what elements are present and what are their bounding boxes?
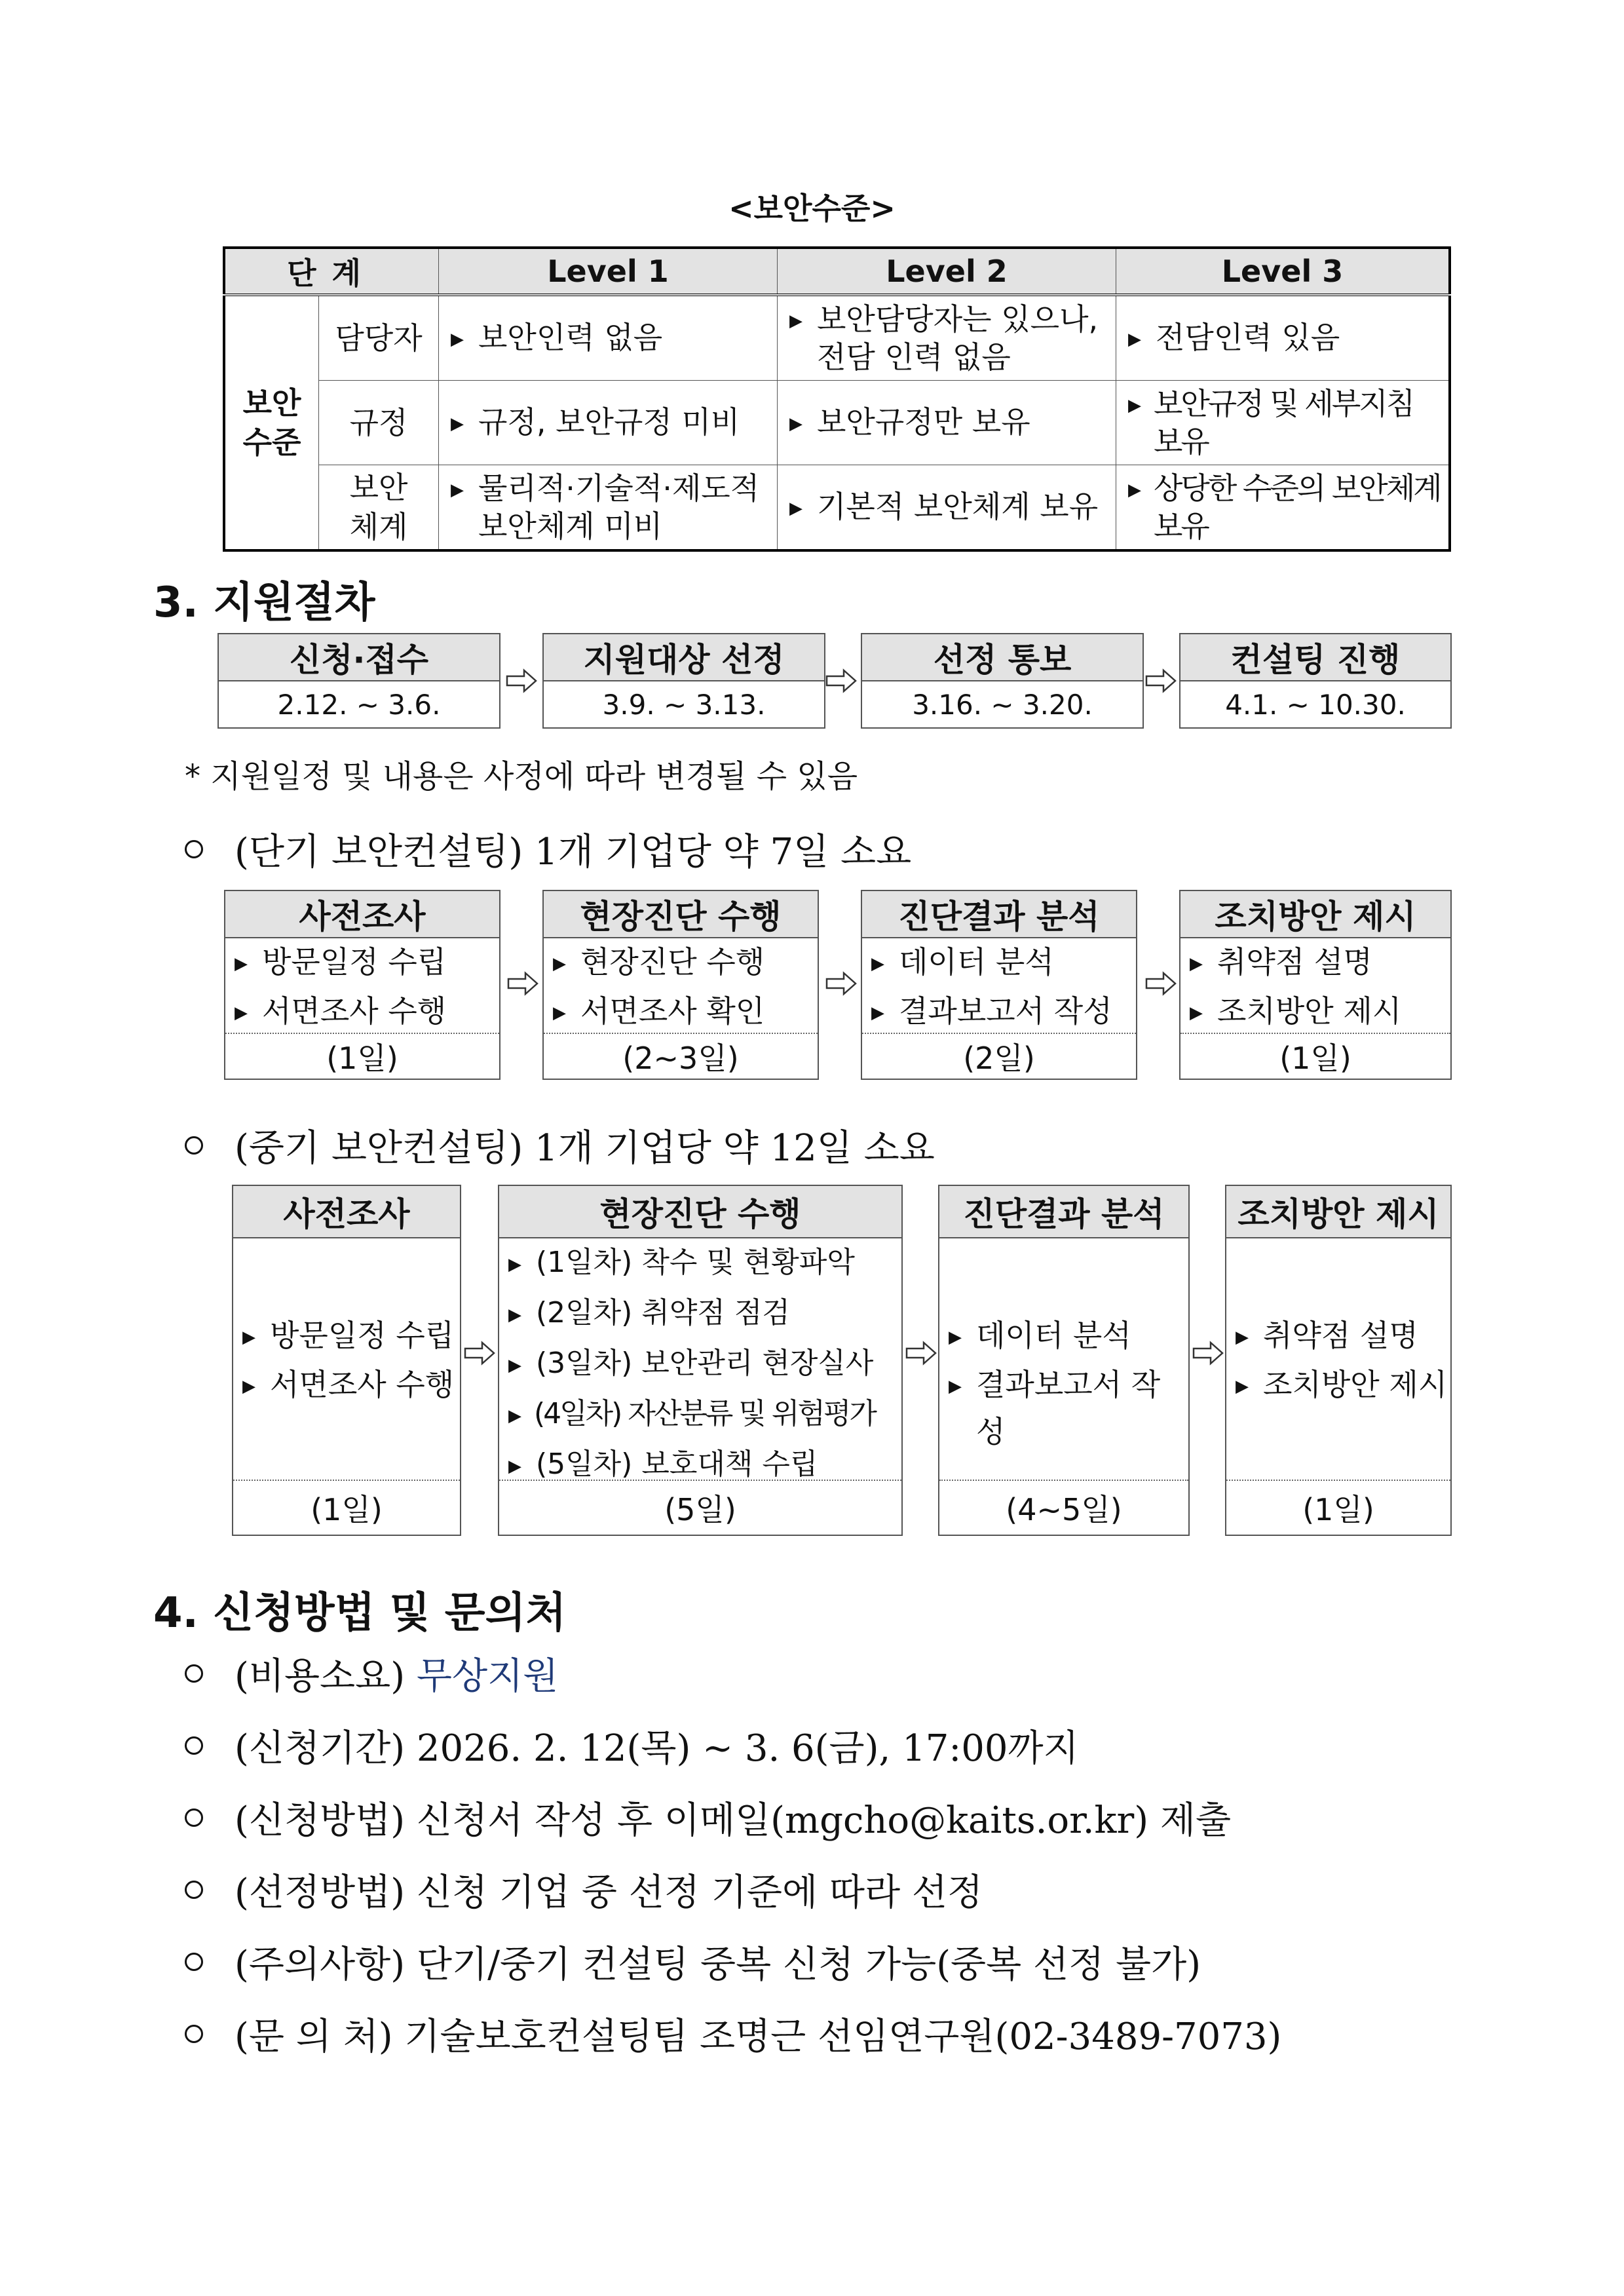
short-step-box xyxy=(1179,890,1452,1080)
mid-step-item: (2일차) 취약점 점검 xyxy=(536,1296,790,1330)
row-label-line: 담당자 xyxy=(335,320,423,356)
short-step-title: 현장진단 수행 xyxy=(544,891,818,938)
triangle-bullet-icon: ▶ xyxy=(1128,329,1141,349)
circle-bullet-icon xyxy=(185,1136,203,1155)
row-label-line: 체계 xyxy=(349,509,408,545)
short-step-item: 결과보고서 작성 xyxy=(899,993,1112,1029)
mid-step-item: (5일차) 보호대책 수립 xyxy=(536,1447,818,1481)
triangle-bullet-icon: ▶ xyxy=(451,329,464,349)
triangle-bullet-icon: ▶ xyxy=(949,1377,962,1396)
group-label-line: 수준 xyxy=(242,425,301,460)
triangle-bullet-icon: ▶ xyxy=(508,1305,521,1325)
triangle-bullet-icon: ▶ xyxy=(1128,396,1139,415)
step-title: 컨설팅 진행 xyxy=(1180,634,1450,681)
right-arrow-icon xyxy=(464,1341,495,1366)
short-step-title: 사전조사 xyxy=(225,891,499,938)
info-text: 신청 기업 중 선정 기준에 따라 선정 xyxy=(405,1871,983,1914)
mid-step-item: 방문일정 수립 xyxy=(270,1318,455,1353)
right-arrow-icon xyxy=(825,971,857,996)
right-arrow-icon xyxy=(1145,668,1177,693)
cell-text: 상당한 수준의 보안체계 xyxy=(1154,470,1441,506)
triangle-bullet-icon: ▶ xyxy=(789,413,803,434)
right-arrow-icon xyxy=(1145,971,1177,996)
circle-bullet-icon xyxy=(185,840,203,858)
short-step-item: 데이터 분석 xyxy=(899,944,1054,980)
triangle-bullet-icon: ▶ xyxy=(553,954,566,974)
triangle-bullet-icon: ▶ xyxy=(871,954,884,974)
table-row xyxy=(224,381,1450,465)
step-box xyxy=(861,633,1144,729)
triangle-bullet-icon: ▶ xyxy=(508,1356,521,1375)
info-line xyxy=(185,1719,1079,1772)
triangle-bullet-icon: ▶ xyxy=(949,1328,962,1347)
triangle-bullet-icon: ▶ xyxy=(242,1377,255,1396)
cell-level3 xyxy=(1116,295,1450,381)
cell-text: 보안인력 없음 xyxy=(478,319,663,355)
circle-bullet-icon xyxy=(185,1736,203,1755)
short-step-box xyxy=(542,890,819,1080)
right-arrow-icon xyxy=(507,971,538,996)
right-arrow-icon xyxy=(506,668,537,693)
mid-step-item: (4일차) 자산분류 및 위험평가 xyxy=(534,1397,875,1430)
short-step-days: (1일) xyxy=(1180,1033,1450,1079)
cell-level3 xyxy=(1116,381,1450,465)
triangle-bullet-icon: ▶ xyxy=(1128,480,1139,500)
step-title: 신청·접수 xyxy=(219,634,499,681)
mid-term-desc: 1개 기업당 약 12일 소요 xyxy=(523,1127,935,1170)
triangle-bullet-icon: ▶ xyxy=(553,1003,566,1023)
mid-term-label: (중기 보안컨설팅) xyxy=(235,1127,523,1170)
header-level3: Level 3 xyxy=(1116,248,1450,295)
info-text: 단기/중기 컨설팅 중복 신청 가능(중복 선정 불가) xyxy=(405,1943,1201,1986)
security-level-table xyxy=(223,246,1451,552)
right-arrow-icon xyxy=(825,668,857,693)
cell-level3 xyxy=(1116,465,1450,551)
circle-bullet-icon xyxy=(185,1953,203,1971)
triangle-bullet-icon: ▶ xyxy=(1236,1328,1249,1347)
mid-step-days: (1일) xyxy=(1226,1480,1450,1535)
cell-text: 물리적·기술적·제도적 xyxy=(478,470,760,506)
mid-term-heading xyxy=(185,1119,935,1172)
info-label: (비용소요) xyxy=(235,1655,406,1698)
section-3-title: 3. 지원절차 xyxy=(153,579,375,627)
step-date: 3.9. ~ 3.13. xyxy=(602,688,766,721)
mid-step-box xyxy=(498,1185,903,1536)
header-level2: Level 2 xyxy=(778,248,1116,295)
mid-step-box xyxy=(232,1185,461,1536)
mid-step-item: 취약점 설명 xyxy=(1263,1318,1418,1353)
info-line xyxy=(185,1791,1231,1844)
mid-step-title: 진단결과 분석 xyxy=(939,1186,1188,1238)
short-step-item: 취약점 설명 xyxy=(1217,944,1372,980)
short-step-items xyxy=(544,938,818,1037)
mid-step-item: 결과보고서 작성 xyxy=(976,1367,1161,1449)
short-step-items xyxy=(225,938,499,1037)
mid-step-title: 사전조사 xyxy=(233,1186,460,1238)
info-text: 2026. 2. 12(목) ~ 3. 6(금), 17:00까지 xyxy=(405,1727,1079,1770)
group-label-line: 보안 xyxy=(242,385,301,421)
row-label-line: 보안 xyxy=(349,470,408,505)
short-step-days: (2~3일) xyxy=(544,1033,818,1079)
info-label: (선정방법) xyxy=(235,1871,406,1914)
cell-text: 기본적 보안체계 보유 xyxy=(817,488,1099,524)
mid-step-title: 조치방안 제시 xyxy=(1226,1186,1450,1238)
cell-text: 보유 xyxy=(1154,508,1208,544)
step-box xyxy=(1179,633,1452,729)
short-step-items xyxy=(862,938,1136,1037)
short-step-item: 방문일정 수립 xyxy=(262,944,447,980)
mid-step-box xyxy=(938,1185,1190,1536)
cell-text: 규정, 보안규정 미비 xyxy=(478,404,740,440)
circle-bullet-icon xyxy=(185,1881,203,1899)
table-row xyxy=(224,295,1450,381)
mid-step-items xyxy=(939,1238,1188,1455)
info-text: 기술보호컨설팅팀 조명근 선임연구원(02-3489-7073) xyxy=(392,2016,1282,2058)
short-step-item: 서면조사 수행 xyxy=(262,993,447,1029)
mid-step-title: 현장진단 수행 xyxy=(499,1186,901,1238)
step-date: 2.12. ~ 3.6. xyxy=(277,688,441,721)
mid-step-item: 서면조사 수행 xyxy=(270,1367,455,1402)
info-label: (신청방법) xyxy=(235,1799,406,1842)
short-step-title: 진단결과 분석 xyxy=(862,891,1136,938)
info-line xyxy=(185,1647,558,1700)
short-term-desc: 1개 기업당 약 7일 소요 xyxy=(523,831,912,873)
short-step-title: 조치방안 제시 xyxy=(1180,891,1450,938)
triangle-bullet-icon: ▶ xyxy=(451,413,464,434)
step-date: 3.16. ~ 3.20. xyxy=(912,688,1093,721)
right-arrow-icon xyxy=(1192,1341,1224,1366)
step-box xyxy=(542,633,825,729)
cell-level1 xyxy=(439,381,778,465)
info-label: (주의사항) xyxy=(235,1943,406,1986)
short-step-item: 현장진단 수행 xyxy=(580,944,765,980)
cell-level2 xyxy=(778,381,1116,465)
short-term-label: (단기 보안컨설팅) xyxy=(235,831,523,873)
short-step-item: 서면조사 확인 xyxy=(580,993,765,1029)
triangle-bullet-icon: ▶ xyxy=(1190,1003,1203,1023)
section-4-title: 4. 신청방법 및 문의처 xyxy=(153,1589,567,1637)
circle-bullet-icon xyxy=(185,1664,203,1683)
cell-text: 보안규정 및 세부지침 보유 xyxy=(1154,386,1414,459)
short-step-days: (2일) xyxy=(862,1033,1136,1079)
short-step-item: 조치방안 제시 xyxy=(1217,993,1402,1029)
triangle-bullet-icon: ▶ xyxy=(451,480,464,500)
triangle-bullet-icon: ▶ xyxy=(1190,954,1203,974)
triangle-bullet-icon: ▶ xyxy=(235,954,248,974)
triangle-bullet-icon: ▶ xyxy=(871,1003,884,1023)
header-stage: 단계 xyxy=(224,248,439,295)
short-step-items xyxy=(1180,938,1450,1037)
short-term-heading xyxy=(185,823,911,875)
cell-text: 전담인력 있음 xyxy=(1156,319,1340,355)
row-label xyxy=(319,295,439,381)
triangle-bullet-icon: ▶ xyxy=(789,311,803,331)
cell-level1 xyxy=(439,295,778,381)
cell-text: 보안담당자는 있으나, xyxy=(817,301,1099,337)
cell-level1 xyxy=(439,465,778,551)
mid-step-items xyxy=(499,1238,901,1491)
mid-step-days: (1일) xyxy=(233,1480,460,1535)
schedule-note: * 지원일정 및 내용은 사정에 따라 변경될 수 있음 xyxy=(185,758,858,795)
triangle-bullet-icon: ▶ xyxy=(508,1406,519,1426)
step-date: 4.1. ~ 10.30. xyxy=(1225,688,1406,721)
mid-step-items xyxy=(1226,1238,1450,1410)
step-title: 지원대상 선정 xyxy=(544,634,824,681)
right-arrow-icon xyxy=(905,1341,937,1366)
triangle-bullet-icon: ▶ xyxy=(235,1003,248,1023)
triangle-bullet-icon: ▶ xyxy=(508,1255,521,1274)
mid-step-box xyxy=(1225,1185,1452,1536)
triangle-bullet-icon: ▶ xyxy=(242,1328,255,1347)
short-step-box xyxy=(224,890,500,1080)
mid-step-days: (4~5일) xyxy=(939,1480,1188,1535)
mid-step-item: (3일차) 보안관리 현장실사 xyxy=(536,1347,874,1380)
cell-level2 xyxy=(778,465,1116,551)
step-box xyxy=(217,633,500,729)
cell-level2 xyxy=(778,295,1116,381)
row-label-line: 규정 xyxy=(349,405,408,440)
step-title: 선정 통보 xyxy=(862,634,1142,681)
mid-step-item: 데이터 분석 xyxy=(976,1318,1131,1353)
group-label xyxy=(224,295,319,550)
triangle-bullet-icon: ▶ xyxy=(1236,1377,1249,1396)
table-row xyxy=(224,465,1450,551)
triangle-bullet-icon: ▶ xyxy=(789,498,803,518)
mid-step-days: (5일) xyxy=(499,1480,901,1535)
info-text: 무상지원 xyxy=(405,1655,559,1698)
mid-step-item: 조치방안 제시 xyxy=(1263,1367,1448,1402)
circle-bullet-icon xyxy=(185,2025,203,2043)
info-line xyxy=(185,1864,983,1916)
table-caption: <보안수준> xyxy=(728,191,896,226)
row-label xyxy=(319,465,439,551)
triangle-bullet-icon: ▶ xyxy=(508,1457,521,1476)
info-line xyxy=(185,2008,1281,2060)
circle-bullet-icon xyxy=(185,1808,203,1827)
short-step-days: (1일) xyxy=(225,1033,499,1079)
mid-step-items xyxy=(233,1238,460,1410)
cell-text: 전담 인력 없음 xyxy=(817,339,1011,375)
info-label: (문 의 처) xyxy=(235,2016,393,2058)
header-level1: Level 1 xyxy=(439,248,778,295)
cell-text: 보안규정만 보유 xyxy=(817,404,1030,440)
cell-text: 보안체계 미비 xyxy=(478,508,663,544)
mid-step-item: (1일차) 착수 및 현황파악 xyxy=(536,1246,855,1279)
info-text: 신청서 작성 후 이메일(mgcho@kaits.or.kr) 제출 xyxy=(405,1799,1232,1842)
info-label: (신청기간) xyxy=(235,1727,406,1770)
table-header-row xyxy=(224,248,1450,295)
short-step-box xyxy=(861,890,1137,1080)
row-label xyxy=(319,381,439,465)
info-line xyxy=(185,1936,1201,1988)
